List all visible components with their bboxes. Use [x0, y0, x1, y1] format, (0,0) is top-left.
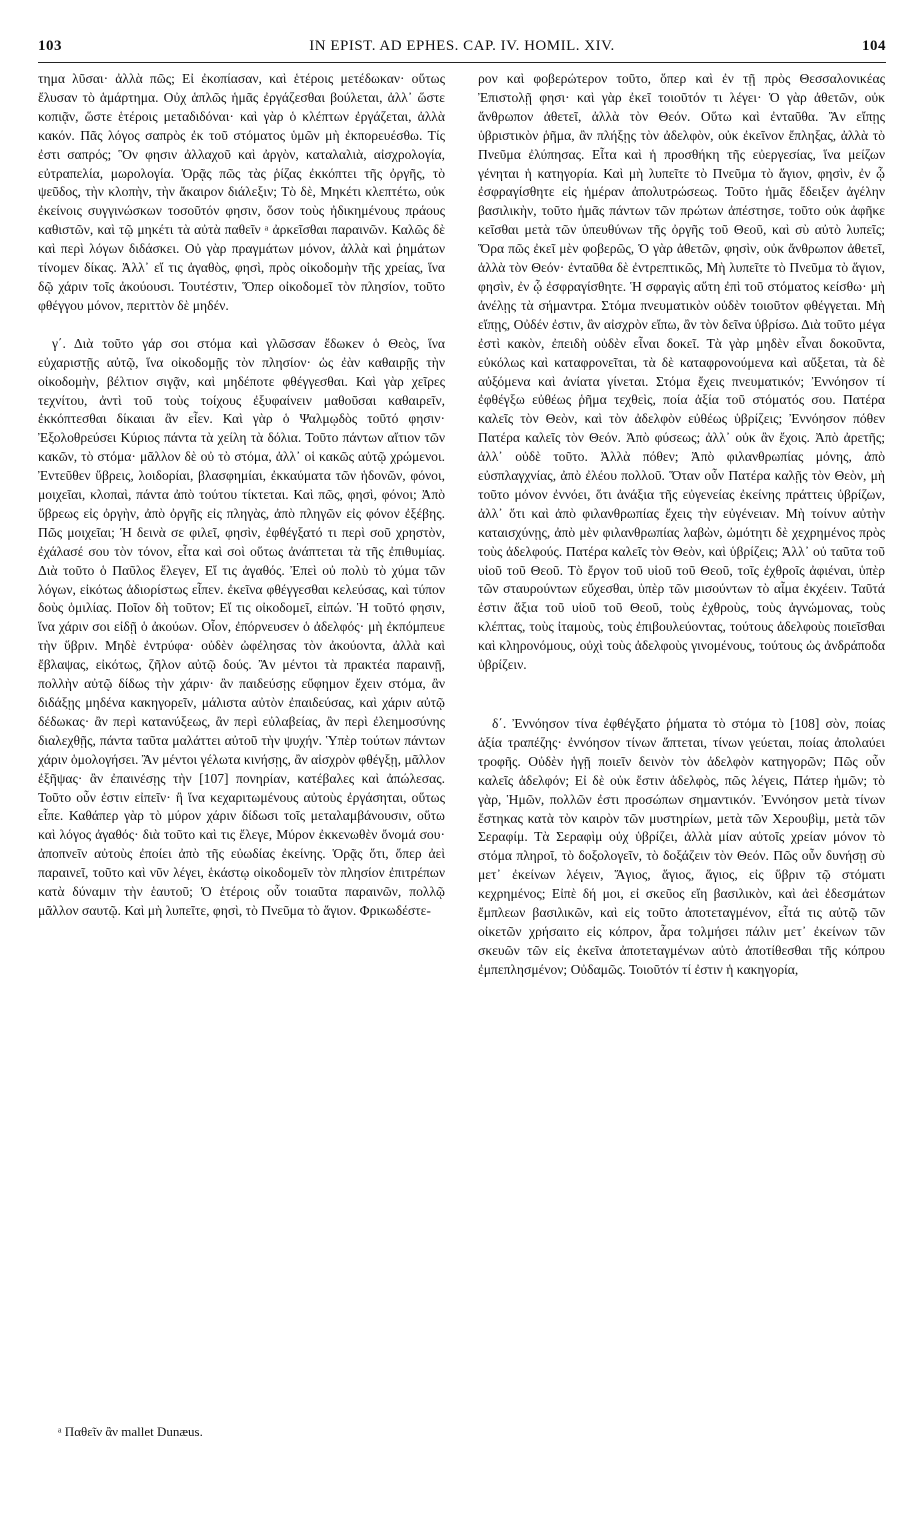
running-header [38, 34, 886, 63]
left-paragraph-1: τημα λῦσαι· ἀλλὰ πῶς; Εἰ ἐκοπίασαν, καὶ ἑτέροις μετέδωκαν· οὕτως ἔλυσαν τὸ ἁμάρτημα. Οὐχ ἁπλῶς ἡμᾶς ἐργάζεσθαι βούλεται, ἀλλ᾽ ὥστε κοπιᾷν, ὥστε ἑτέροις μεταδιδόναι· καὶ γὰρ ὁ κλέπτων ἐργάζεται, ἀλλὰ κακόν. Πᾶς λόγος σαπρὸς ἐκ τοῦ στόματος ὑμῶν μὴ ἐκπορευέσθω. Τίς ἐστι σαπρός; Ὃν φησιν ἀλλαχοῦ καὶ ἀργὸν, καταλαλιὰ, αἰσχρολογία, εὐτραπελία, μωρολογία. Ὁρᾷς πῶς τὰς ῥίζας ἐκκόπτει τῆς ὀργῆς, τὸ ψεῦδος, τὴν κλοπὴν, τὴν ἄκαιρον διάλεξιν; Τὸ δὲ, Μηκέτι κλεπτέτω, οὐκ ἐκείνοις συγγινώσκων τοσοῦτόν φησιν, ὅσον τοὺς ἠδικημένους πράους καθιστῶν, καὶ τῷ μηκέτι τὰ αὐτὰ παθεῖν ᵃ ἀρκεῖσθαι παραινῶν. Καλῶς δὲ καὶ περὶ λόγων διδάσκει. Οὐ γὰρ πραγμάτων μόνον, ἀλλὰ καὶ ῥημάτων τίνομεν δίκας. Ἀλλ᾽ εἴ τις ἀγαθὸς, φησὶ, πρὸς οἰκοδομὴν τῆς χρείας, ἵνα δῷ χάριν τοῖς ἀκούουσι. Τουτέστιν, Ὅπερ οἰκοδομεῖ τὸν πλησίον, τοῦτο φθέγγου μόνον, περιττὸν δὲ μηδέν. [38, 71, 445, 313]
right-column [478, 70, 885, 980]
right-paragraph-1: ρον καὶ φοβερώτερον τοῦτο, ὅπερ καὶ ἐν τῇ πρὸς Θεσσαλονικέας Ἐπιστολῇ φησι· καὶ γὰρ ἐκεῖ τοιοῦτόν τι λέγει· Ὁ γὰρ ἀθετῶν, οὐκ ἄνθρωπον ἀθετεῖ, ἀλλὰ τὸν Θεόν. Οὕτω καὶ ἐνταῦθα. Ἂν εἴπῃς ὑβριστικὸν ῥῆμα, ἂν πλήξῃς τὸν ἀδελφὸν, οὐκ ἐκεῖνον ἔπληξας, ἀλλὰ τὸ Πνεῦμα ἐλύπησας. Εἶτα καὶ ἡ προσθήκη τῆς εὐεργεσίας, ἵνα μείζων γένηται ἡ κατηγορία. Καὶ μὴ λυπεῖτε τὸ Πνεῦμα τὸ ἅγιον, φησὶν, ἐν ᾧ ἐσφραγίσθητε εἰς ἡμέραν ἀπολυτρώσεως. Τοῦτο ἡμᾶς ἔδειξεν ἀγέλην βασιλικὴν, τοῦτο ἡμᾶς πάντων τῶν πρώτων ἀπέστησε, τοῦτο οὐκ ἀφῆκε κεῖσθαι μετὰ τῶν ὑπευθύνων τῆς ὀργῆς τοῦ Θεοῦ, καὶ σὺ αὐτὸ λυπεῖς; Ὅρα πῶς ἐκεῖ μὲν φοβερῶς, Ὁ γὰρ ἀθετῶν, φησὶν, οὐκ ἄνθρωπον ἀθετεῖ, ἀλλὰ τὸν Θεόν· ἐνταῦθα δὲ ἐντρεπτικῶς, Μὴ λυπεῖτε τὸ Πνεῦμα τὸ ἅγιον, φησὶν, ἐν ᾧ ἐσφραγίσθητε. Ἡ σφραγὶς αὕτη ἐπὶ τοῦ στόματος κείσθω· μὴ ἀνέλῃς τὰ σήμαντρα. Στόμα πνευματικὸν οὐδὲν τοιοῦτον φθέγγεται. Μὴ εἴπῃς, Οὐδέν ἐστιν, ἂν αἰσχρὸν εἴπω, ἂν τὸν δεῖνα ὑβρίσω. Διὰ τοῦτο μέγα ἐστὶ κακὸν, ἐπειδὴ οὐδὲν εἶναι δοκεῖ. Τὰ γὰρ μηδὲν εἶναι δοκοῦντα, εὐκόλως καὶ καταφρονεῖται, τὰ δὲ καταφρονούμενα καὶ αὔξεται, τὰ δὲ αὐξόμενα καὶ ἀνίατα γίνεται. Στόμα ἔχεις πνευματικόν; Ἐννόησον τί ἐφθέγξω εὐθέως ῥῆμα τεχθεὶς, ποία ἀξία τοῦ στόματός σου. Πατέρα καλεῖς τὸν Θεὸν, καὶ τὸν ἀδελφὸν εὐθέως ὑβρίζεις; Ἐννόησον πόθεν Πατέρα καλεῖς τὸν Θεόν. Ἀπὸ φύσεως; ἀλλ᾽ οὐκ ἂν ἔχοις. Ἀπὸ ἀρετῆς; ἀλλ᾽ οὐδὲ τοῦτο. Ἀλλὰ πόθεν; Ἀπὸ φιλανθρωπίας μόνης, ἀπὸ εὐσπλαγχνίας, ἀπὸ ἐλέου πολλοῦ. Ὅταν οὖν Πατέρα καλῇς τὸν Θεὸν, μὴ τοῦτο μόνον ἐννόει, ὅτι ἀνάξια τῆς εὐγενείας ἐκείνης πράττεις ὑβρίζων, ἀλλ᾽ ὅτι καὶ ἀπὸ φιλανθρωπίας ἔχεις τὴν εὐγένειαν. Μὴ τοίνυν αὐτὴν καταισχύνῃς, ἀπὸ μὲν φιλανθρωπίας λαβὼν, ὠμότητι δὲ χεχρημένος πρὸς τοὺς ἀδελφούς. Πατέρα καλεῖς τὸν Θεὸν, καὶ ὑβρίζεις; Ἀλλ᾽ οὐ ταῦτα τοῦ υἱοῦ τοῦ Θεοῦ. Τὸ ἔργον τοῦ υἱοῦ τοῦ Θεοῦ, τοῖς ἐχθροῖς ἀφιέναι, ὑπὲρ τῶν σταυρούντων εὔχεσθαι, ὑπὲρ τῶν μισούντων τὸ αἷμα ἐκχέειν. Ταῦτά ἐστιν ἄξια τοῦ υἱοῦ τοῦ Θεοῦ, τοὺς ἐχθροὺς, τοὺς ἀγνώμονας, τοὺς κλέπτας, τοὺς ἰταμοὺς, τοὺς ἐπιβουλεύοντας, τούτους ἀδελφοὺς ποιεῖσθαι καὶ κληρονόμους, οὐχὶ τοὺς ἀδελφοὺς γινομένους, τούτους ὡς ἀνδράποδα ὑβρίζειν. [478, 71, 885, 673]
left-column [38, 70, 445, 921]
page-number-left: 103 [38, 38, 62, 54]
footnote: ᵃ Παθεῖν ἂν mallet Dunæus. [58, 1424, 203, 1439]
left-paragraph-2: γ΄. Διὰ τοῦτο γάρ σοι στόμα καὶ γλῶσσαν ἔδωκεν ὁ Θεὸς, ἵνα εὐχαριστῇς αὐτῷ, ἵνα οἰκοδομῇς τὸν πλησίον· ὡς ἐὰν καθαιρῇς τὴν οἰκοδομὴν, βέλτιον σιγᾷν, καὶ μηδέποτε φθέγγεσθαι. Καὶ γὰρ χεῖρες τεχνίτου, ἀντὶ τοῦ τοὺς τοίχους ἐξυφαίνειν μαθοῦσαι καθαιρεῖν, ἐκκόπτεσθαι δίκαιαι ἂν εἶεν. Καὶ γὰρ ὁ Ψαλμῳδὸς τοῦτό φησιν· Ἐξολοθρεύσει Κύριος πάντα τὰ χείλη τὰ δόλια. Τοῦτο πάντων αἴτιον τῶν κακῶν, τὸ στόμα· μᾶλλον δὲ οὐ τὸ στόμα, ἀλλ᾽ οἱ κακῶς αὐτῷ χρώμενοι. Ἐντεῦθεν ὕβρεις, λοιδορίαι, βλασφημίαι, ἐκκαύματα τῶν ἡδονῶν, φόνοι, μοιχεῖαι, κλοπαὶ, πάντα ἀπὸ τούτου τίκτεται. Καὶ πῶς, φησὶ, φόνοι; Ἀπὸ ὕβρεως εἰς ὀργὴν, ἀπὸ ὀργῆς εἰς πληγὰς, ἀπὸ πληγῶν εἰς φόνον ἐξέβης. Πῶς μοιχεῖαι; Ἡ δεινὰ σε φιλεῖ, φησὶν, ἐφθέγξατό τι περὶ σοῦ χρηστὸν, ἐχάλασέ σου τὸν τόνον, εἶτα καὶ σοὶ οὕτως ἀνάπτεται τὰ τῆς ἐπιθυμίας. Διὰ τοῦτο ὁ Παῦλος ἔλεγεν, Εἴ τις ἀγαθός. Ἐπεὶ οὐ πολὺ τὸ χύμα τῶν λόγων, εἰκότως ἀδιορίστως εἶπεν. ἐκεῖνα φθέγγεσθαι κελεύσας, καὶ τύπον δοὺς ὁμιλίας. Ποῖον δὴ τοῦτον; Εἴ τις οἰκοδομεῖ, εἰπών. Ἡ τοῦτό φησιν, ἵνα χάριν σοι εἰδῇ ὁ ἀκούων. Οἷον, ἐπόρνευσεν ὁ ἀδελφός· μὴ ἐκπόμπευε τὴν ὕβριν. Μηδὲ ἐντρύφα· οὐδὲν ὠφέλησας τὸν ἀκούοντα, ἀλλὰ καὶ ἔβλαψας, εἰκότως, ζῆλον αὐτῷ δούς. Ἂν μέντοι τὰ πρακτέα παραινῇ, πολλὴν αὐτῷ δίδως τὴν χάριν· ἂν παιδεύσῃς εὔφημον ἔχειν στόμα, ἂν διδάξῃς μηδένα κακηγορεῖν, μάλιστα αὐτὸν ἐπαιδεύσας, καὶ χάριν αὐτῷ δέδωκας· ἂν περὶ κατανύξεως, ἂν περὶ εὐλαβείας, ἂν περὶ ἐλεημοσύνης διαλεχθῇς, πάντα ταῦτα μαλάττει αὐτοῦ τὴν ψυχήν. Ὑπὲρ τούτων πάντων χάριν ὁμολογήσει. Ἂν μέντοι γέλωτα κινήσῃς, ἂν αἰσχρὸν φθέγξῃ, μᾶλλον ἐξῆψας· ἂν ἐπαινέσῃς τὴν [107] πονηρίαν, κατέβαλες καὶ ἀπώλεσας. Τοῦτο οὖν ἐστιν εἰπεῖν· ἢ ἵνα κεχαριτωμένους αὐτοὺς ἐργάσηται, οὕτως εἶπε. Καθάπερ γὰρ τὸ μύρον χάριν δίδωσι τοῖς μεταλαμβάνουσιν, οὕτω καὶ λόγος ἀγαθός· διὰ τοῦτο καὶ τις ἔλεγε, Μύρον ἐκκενωθὲν ὄνομά σου· ἀποπνεῖν αὐτοὺς ἐποίει ἀπὸ τῆς εὐωδίας ἐκείνης. Ὁρᾷς ὅτι, ὅπερ ἀεὶ παραινεῖ, τοῦτο καὶ νῦν λέγει, ἑκάστῳ οἰκοδομεῖν τὸν πλησίον ἐπιτρέπων κατὰ δύναμιν τὴν ἑαυτοῦ; Ὁ ἑτέροις οὖν τοιαῦτα παραινῶν, πολλῷ μᾶλλον σαυτῷ. Καὶ μὴ λυπεῖτε, φησὶ, τὸ Πνεῦμα τὸ ἅγιον. Φρικωδέστε- [38, 335, 445, 918]
page-number-right: 104 [862, 38, 886, 54]
right-paragraph-2: δ΄. Ἐννόησον τίνα ἐφθέγξατο ῥήματα τὸ στόμα τὸ [108] σὸν, ποίας ἀξία τραπέζης· ἐννόησον τίνων ἅπτεται, τίνων γεύεται, ποίας ἀπολαύει τροφῆς. Οὐδὲν ἡγῇ ποιεῖν δεινὸν τὸν ἀδελφὸν κατηγορῶν; Πῶς οὖν καλεῖς ἀδελφόν; Εἰ δὲ οὐκ ἔστιν ἀδελφὸς, πῶς λέγεις, Πάτερ ἡμῶν; τὸ γὰρ, Ἡμῶν, πολλῶν ἐστι προσώπων σημαντικόν. Ἐννόησον μετὰ τίνων ἕστηκας κατὰ τὸν καιρὸν τῶν μυστηρίων, μετὰ τῶν Χερουβὶμ, μετὰ τῶν Σεραφίμ. Τὰ Σεραφὶμ οὐχ ὑβρίζει, ἀλλὰ μίαν αὐτοῖς χρείαν μόνον τὸ στόμα πληροῖ, τὸ δοξολογεῖν, τὸ δοξάζειν τὸν Θεόν. Πῶς οὖν δυνήσῃ σὺ μετ᾽ ἐκείνων λέγειν, Ἅγιος, ἅγιος, ἅγιος, εἰς ὕβριν τῷ στόματι κεχρημένος; Εἰπὲ δή μοι, εἰ σκεῦος εἴη βασιλικὸν, καὶ ἀεὶ ἐδεσμάτων ἔμπλεων βασιλικῶν, καὶ εἰς τοῦτο ἀποτεταγμένον, εἶτά τις αὐτῷ τῶν οἰκετῶν χρήσαιτο εἰς κόπρον, ἆρα τολμήσει πάλιν μετ᾽ ἐκείνων τῶν σκευῶν τῶν εἰς ἐκεῖνα ἀποτεταγμένων αὐτὸ ἀποτίθεσθαι τῆς κόπρου ἐμπεπλησμένον; Οὐδαμῶς. Τοιοῦτόν τί ἐστιν ἡ κακηγορία, [478, 716, 885, 977]
running-title: IN EPIST. AD EPHES. CAP. IV. HOMIL. XIV. [309, 38, 615, 54]
